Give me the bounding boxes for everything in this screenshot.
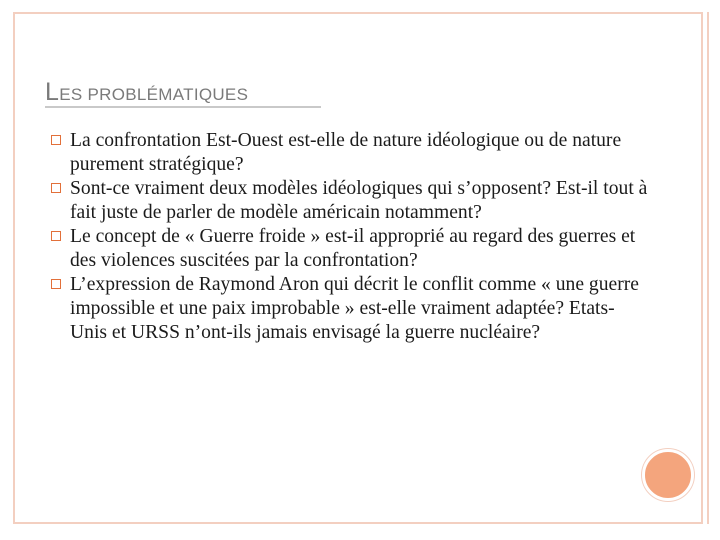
bullet-text: La confrontation Est-Ouest est-elle de nature idéologique ou de nature purement stratégique? (70, 130, 622, 175)
decorative-circle (642, 449, 694, 501)
square-bullet-icon (51, 183, 61, 193)
slide-title (45, 78, 248, 107)
square-bullet-icon (51, 231, 61, 241)
bullet-item (48, 177, 648, 225)
title-underline (45, 106, 321, 108)
square-bullet-icon (51, 279, 61, 289)
slide-title-rest: ES PROBLÉMATIQUES (59, 85, 249, 104)
bullet-item (48, 129, 648, 177)
slide-title-initial: L (45, 78, 60, 106)
slide-frame-right-line (707, 12, 709, 524)
bullet-item (48, 273, 648, 345)
bullet-list (48, 129, 648, 345)
bullet-text: L’expression de Raymond Aron qui décrit le conflit comme « une guerre impossible et une paix improbable » est-elle vraiment adaptée? Etats-Unis et URSS n’ont-ils jamais envisagé la guerre nucléaire? (70, 274, 639, 343)
bullet-text: Le concept de « Guerre froide » est-il approprié au regard des guerres et des violences suscitées par la confrontation? (70, 226, 636, 271)
bullet-item (48, 225, 648, 273)
square-bullet-icon (51, 135, 61, 145)
bullet-text: Sont-ce vraiment deux modèles idéologiques qui s’opposent? Est-il tout à fait juste de parler de modèle américain notamment? (70, 178, 648, 223)
